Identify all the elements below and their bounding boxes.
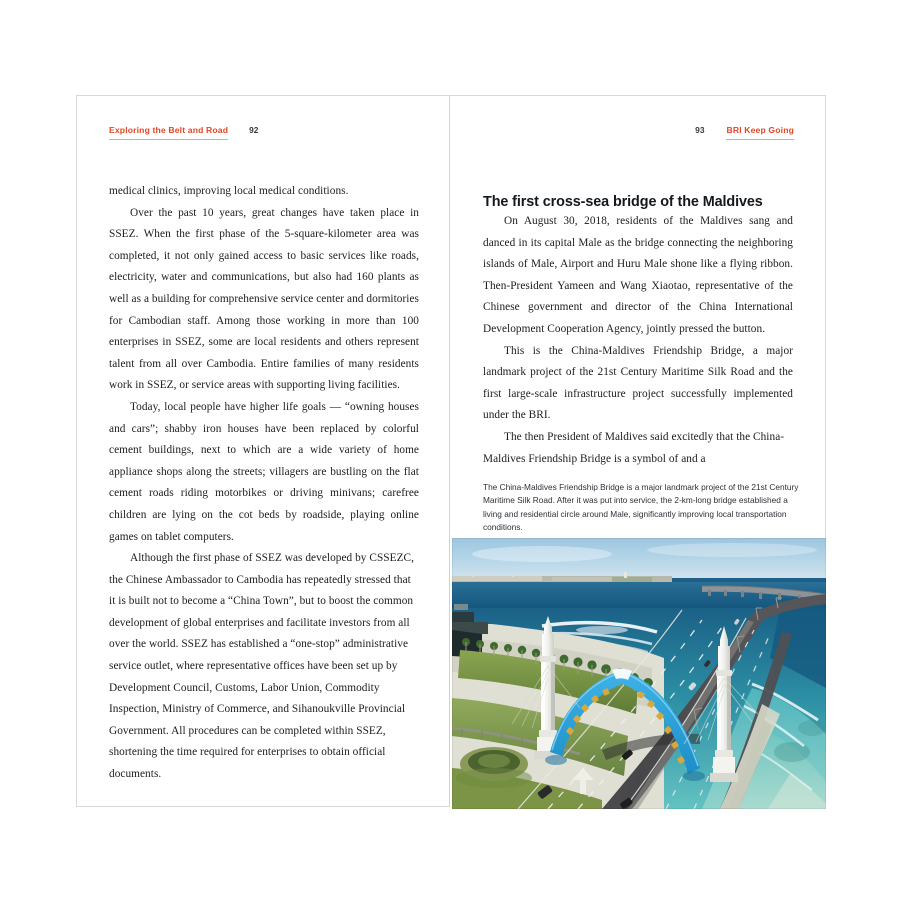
page-number-left: 92 [249,125,259,135]
bridge-photograph-illustration [452,538,826,809]
paragraph: The then President of Maldives said excitedly that the China-Maldives Friendship Bridge is a symbol of and a [483,430,785,465]
page-number-right: 93 [695,125,705,135]
paragraph: medical clinics, improving local medical conditions. [109,185,349,197]
section-heading: The first cross-sea bridge of the Maldives [483,193,763,210]
paragraph: This is the China-Maldives Friendship Bridge, a major landmark project of the 21st Century Maritime Silk Road and the first large-scale infrastructure project successfully implemented under the BRI. [483,344,793,422]
paragraph: Although the first phase of SSEZ was developed by CSSEZC, the Chinese Ambassador to Cambodia has repeatedly stressed that it is built not to become a “China Town”, but to boost the common development of global enterprises and facilitate investors from all over the world. SSEZ has established a “one-stop” administrative service outlet, where representative offices have been set up by Development Council, Customs, Labor Union, Commodity Inspection, Ministry of Commerce, and Sihanoukville Provincial Government. All procedures can be completed within SSEZ, shortening the time required for enterprises to obtain official documents. [109,552,414,781]
right-page-body [483,211,793,470]
running-head-title-right: BRI Keep Going [726,126,794,140]
paragraph: On August 30, 2018, residents of the Maldives sang and danced in its capital Male as the bridge connecting the neighboring islands of Male, Airport and Huru Male shone like a flying ribbon. Then-President Yameen and Wang Xiaotao, representative of the Chinese government and director of the China International Development Cooperation Agency, jointly pressed the button. [483,215,793,335]
running-head-right [695,126,794,140]
paragraph: Today, local people have higher life goals — “owning houses and cars”; shabby iron houses have been replaced by colorful cement buildings, next to which are a wide variety of home appliance shops along the streets; villagers are bustling on the flat cement roads riding motorbikes or driving minivans; carefree children are lying on the cot beds by roadside, playing online games on tablet computers. [109,400,419,543]
running-head-left [109,126,258,140]
left-page-body [109,181,419,786]
running-head-title-left: Exploring the Belt and Road [109,126,228,140]
photo-caption: The China-Maldives Friendship Bridge is a major landmark project of the 21st Century Maritime Silk Road. After it was put into service, the 2-km-long bridge established a living and residential circle around Male, significantly improving local transportation conditions. [483,482,799,533]
paragraph: Over the past 10 years, great changes have taken place in SSEZ. When the first phase of the 5-square-kilometer area was completed, it not only gained access to basic services like roads, electricity, water and communications, but also had 160 plants as well as a building for comprehensive service center and dormitories for Cambodian staff. Among those working in more than 100 enterprises in SSEZ, some are local residents and others represent talent from all over Cambodia. Entire families of many residents work in SSEZ, or service areas with supporting living facilities. [109,206,419,392]
right-page [450,95,826,809]
left-page [76,95,450,807]
bridge-photograph [452,538,826,809]
